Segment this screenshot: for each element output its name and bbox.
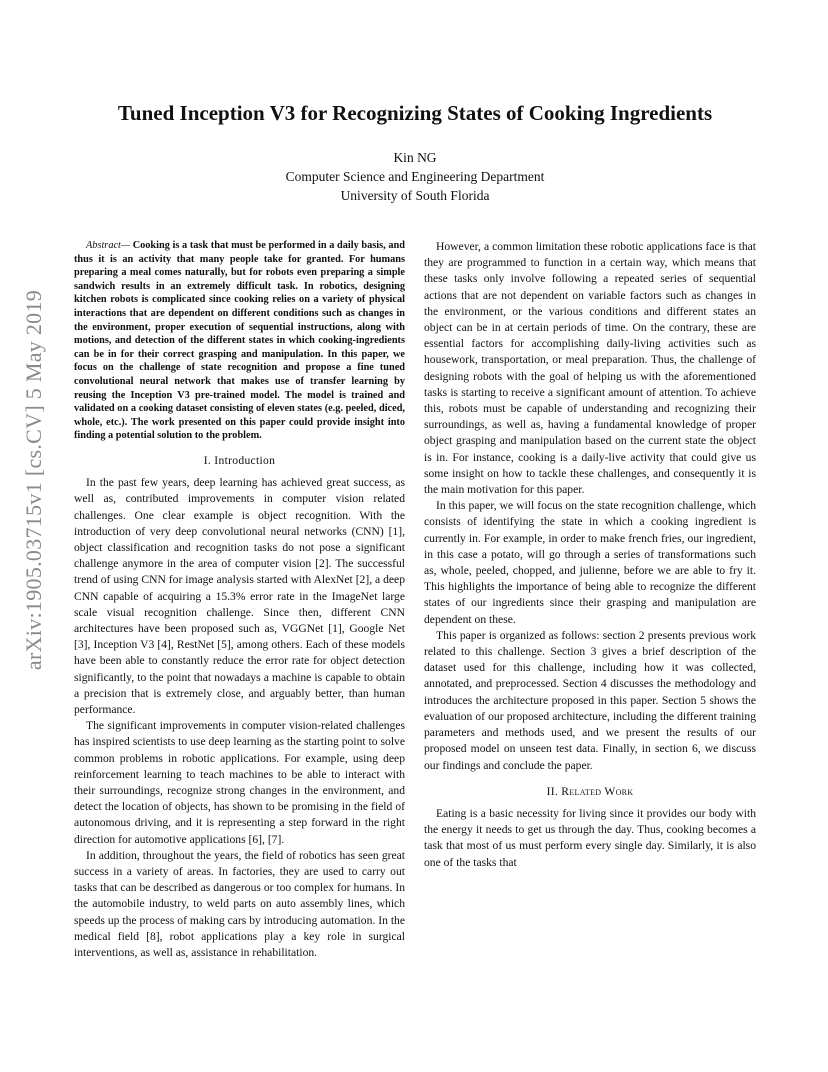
paper-title: Tuned Inception V3 for Recognizing States of Cooking Ingredients [117,101,713,125]
author-name: Kin NG [393,150,437,165]
left-column [74,239,405,961]
paragraph: In addition, throughout the years, the field of robotics has seen great success in a variety of areas. In factories, they are used to carry out tasks that can be described as dangerous or too complex for humans. In the automobile industry, to weld parts on auto assembly lines, which speeds up the process of making cars by introducing automation. In the medical field [8], robot applications play a key role in surgical interventions, as well as, assistance in rehabilitation. [74,848,405,959]
author-university: University of South Florida [340,188,490,203]
section-heading-introduction: I. Introduction [203,453,276,467]
right-column [424,239,756,871]
paragraph: This paper is organized as follows: section 2 presents previous work related to this challenge. Section 3 gives a brief description of the dataset used for this challenge, including how it was collected, annotated, and preprocessed. Section 4 discusses the methodology and introduces the architecture proposed in this paper. Section 5 shows the evaluation of our proposed architecture, including the different training parameters and methods used, and we present the results of our proposed model on unseen test data. Finally, in section 6, we discuss our findings and conclude the paper. [424,628,756,772]
abstract-label: Abstract— [86,240,131,251]
paragraph: In this paper, we will focus on the state recognition challenge, which consists of identifying the state in which a cooking ingredient is currently in. For example, in order to make french fries, our ingredient, in this case a potato, will go through a series of transformations such as, whole, peeled, chopped, and julienne, before we are able to fry it. This highlights the importance of being able to recognize the different states of our ingredients since their grasping and manipulation are dependent on these. [424,499,756,626]
paragraph: Eating is a basic necessity for living since it provides our body with the energy it needs to get us through the day. Thus, cooking becomes a task that most of us must perform every single day. Similarly, it is also one of the tasks that [424,806,756,869]
paragraph: However, a common limitation these robotic applications face is that they are programmed to function in a certain way, which means that these tasks only involve following a repeated series of sequential actions that are not dependent on variable factors such as changes in the environment, or the various conditions and different states an object can be in at certain periods of time. On the contrary, these are essential factors for accomplishing daily-living activities such as housework, transportation, or meal preparation. Thus, the challenge of designing robots with the goal of helping us with the aforementioned tasks is starting to receive a significant amount of attention. To achieve this, robots must be capable of understanding and recognizing their surroundings, as well as, having a fundamental knowledge of proper object grasping and manipulation based on the current state the object is in. For instance, cooking is a daily-live activity that could give us some insight on how to tackle these challenges, and consequently it is the main motivation for this paper. [424,240,756,497]
author-block [60,148,770,205]
abstract [74,239,405,443]
paragraph: The significant improvements in computer vision-related challenges has inspired scientists to use deep learning as the starting point to solve common problems in robotic applications. For example, using deep reinforcement learning to teach machines to be able to interact with their surroundings, recognize strong changes in the environment, and detect the location of objects, has shown to be promising in the field of autonomous driving, and it is representing a step forward in the right direction for automotive applications [6], [7]. [74,719,405,846]
arxiv-side-stamp [14,280,54,680]
section-heading-related-work: II. Related Work [546,784,634,798]
author-department: Computer Science and Engineering Department [285,169,545,184]
abstract-text: Cooking is a task that must be performed in a daily basis, and thus it is an activity that many people take for granted. For humans preparing a meal comes naturally, but for robots even preparing a simple sandwich results in an extremely difficult task. In robotics, designing kitchen robots is complicated since cooking relies on a variety of physical interactions that are dependent on different conditions such as changes in the environment, proper execution of sequential instructions, along with motions, and detection of the different states in which cooking-ingredients can be in for their correct grasping and manipulation. In this paper, we focus on the challenge of state recognition and propose a fine tuned convolutional neural network that makes use of transfer learning by reusing the Inception V3 pre-trained model. The model is trained and validated on a cooking dataset consisting of eleven states (e.g. peeled, diced, whole, etc.). The work presented on this paper could provide insight into finding a potential solution to the problem. [74,240,405,442]
arxiv-identifier: arXiv:1905.03715v1 [cs.CV] 5 May 2019 [21,289,47,671]
paragraph: In the past few years, deep learning has achieved great success, as well as, contributed improvements in computer vision related challenges. One clear example is object recognition. With the introduction of very deep convolutional neural networks (CNN) [1], object classification and recognition tasks do not pose a significant challenge anymore in the area of computer vision [2]. The successful trend of using CNN for image analysis started with AlexNet [2], a deep CNN capable of acquiring a 15.3% error rate in the ImageNet large scale visual recognition challenge. Since then, different CNN architectures have been proposed such as, VGGNet [1], Google Net [3], Inception V3 [4], RestNet [5], among others. Each of these models have been able to constantly reduce the error rate for object detection significantly, to the point that nowadays a machine is capable to obtain a precision that is extremely close, and arguably better, than human performance. [74,476,405,716]
